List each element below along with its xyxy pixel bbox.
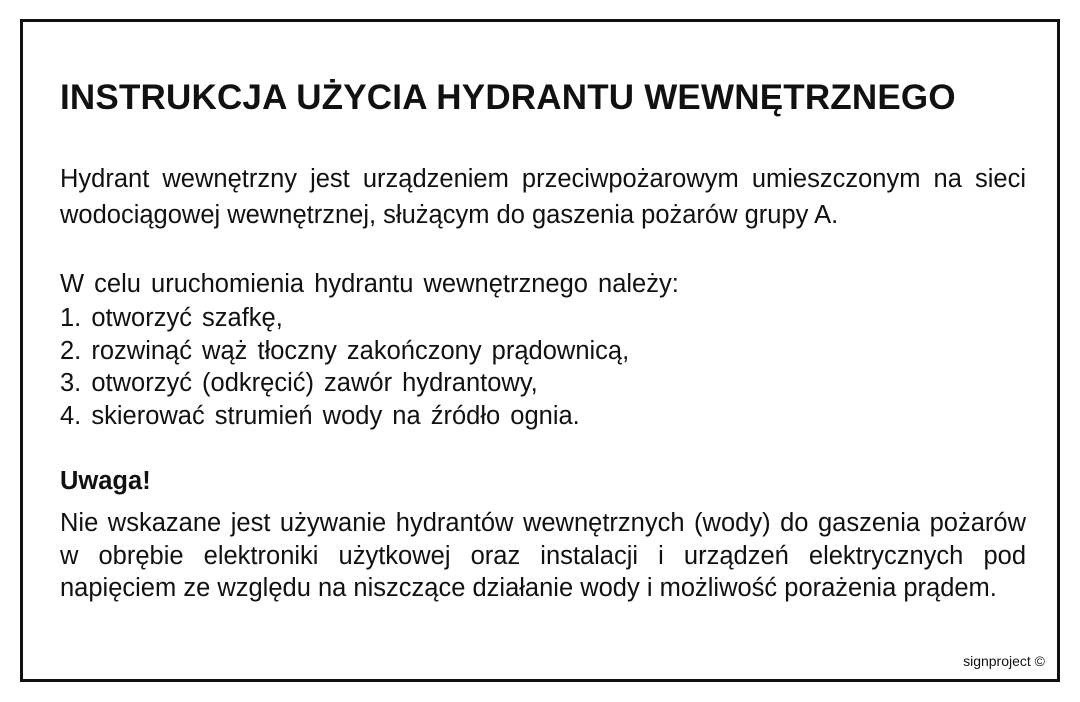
warning-paragraph: Nie wskazane jest używanie hydrantów wewnętrznych (wody) do gaszenia pożarów w obrębie elektroniki użytkowej oraz instalacji i urządzeń elektrycznych pod napięciem ze względu na niszczące działanie wody i możliwość porażenia prądem. xyxy=(60,509,1026,602)
step-item-4: 4. skierować strumień wody na źródło ognia. xyxy=(60,401,580,430)
step-item-3: 3. otworzyć (odkręcić) zawór hydrantowy, xyxy=(60,369,538,397)
warning-heading: Uwaga! xyxy=(60,467,151,495)
brand-credit: signproject © xyxy=(963,653,1045,669)
step-item-2: 2. rozwinąć wąż tłoczny zakończony prądownicą, xyxy=(60,336,630,365)
intro-paragraph: Hydrant wewnętrzny jest urządzeniem przeciwpożarowym umieszczonym na sieci wodociągowej wewnętrznej, służącym do gaszenia pożarów grupy A. xyxy=(60,165,1026,229)
sign-title: INSTRUKCJA UŻYCIA HYDRANTU WEWNĘTRZNEGO xyxy=(60,78,956,117)
steps-lead: W celu uruchomienia hydrantu wewnętrznego należy: xyxy=(60,270,679,298)
step-item-1: 1. otworzyć szafkę, xyxy=(60,304,283,332)
instruction-sign xyxy=(20,19,1060,682)
steps-list xyxy=(60,302,629,432)
